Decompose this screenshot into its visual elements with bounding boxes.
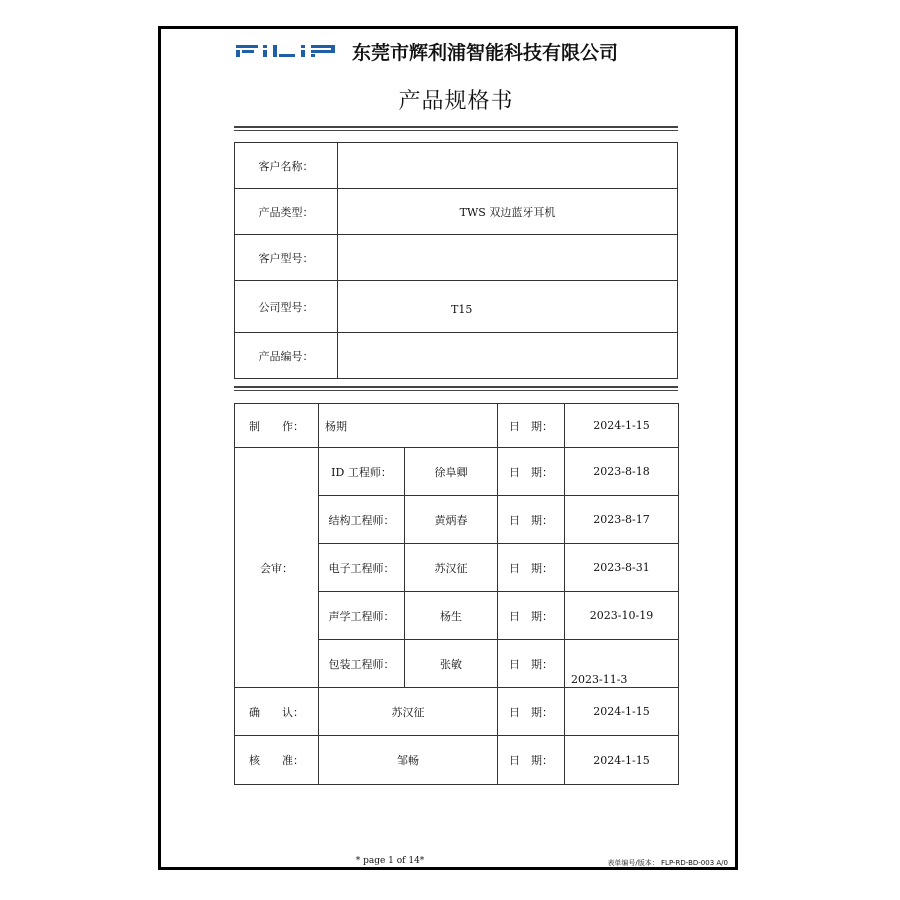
reviewer-name: 黄炳春 — [405, 496, 498, 544]
reviewer-role: 声学工程师： — [319, 592, 405, 640]
table-row — [235, 448, 679, 496]
form-code — [538, 858, 728, 868]
reviewer-name: 苏汉征 — [405, 544, 498, 592]
customer-name-value — [338, 143, 678, 189]
date-label: 日 期： — [498, 448, 565, 496]
customer-model-value — [338, 235, 678, 281]
customer-name-label: 客户名称： — [235, 143, 338, 189]
date-label: 日 期： — [498, 544, 565, 592]
page-number: * page 1 of 14* — [355, 856, 425, 866]
product-number-value — [338, 333, 678, 379]
table-row — [235, 333, 678, 379]
company-model-value: T15 — [338, 281, 678, 333]
reviewer-role: 结构工程师： — [319, 496, 405, 544]
document-header — [236, 38, 676, 64]
reviewer-role: 电子工程师： — [319, 544, 405, 592]
made-by-name: 杨期 — [319, 404, 498, 448]
date-label: 日 期： — [498, 496, 565, 544]
date-label: 日 期： — [498, 640, 565, 688]
approve-name: 邹畅 — [319, 736, 498, 785]
table-row — [235, 281, 678, 333]
form-code-value: FLP-RD-BD-003 A/0 — [661, 859, 728, 867]
filip-logo-icon — [236, 43, 342, 59]
table-row — [235, 143, 678, 189]
divider — [234, 126, 678, 131]
reviewer-role: 包装工程师： — [319, 640, 405, 688]
reviewer-date: 2023-10-19 — [565, 592, 679, 640]
date-label: 日 期： — [498, 736, 565, 785]
company-model-label: 公司型号： — [235, 281, 338, 333]
confirm-name: 苏汉征 — [319, 688, 498, 736]
table-row — [235, 189, 678, 235]
made-by-label: 制 作： — [235, 404, 319, 448]
date-label: 日 期： — [498, 404, 565, 448]
company-name: 东莞市辉利浦智能科技有限公司 — [352, 41, 619, 64]
reviewer-date: 2023-11-3 — [565, 640, 679, 688]
confirm-date: 2024-1-15 — [565, 688, 679, 736]
reviewer-name: 张敏 — [405, 640, 498, 688]
product-info-table — [234, 142, 678, 379]
customer-model-label: 客户型号： — [235, 235, 338, 281]
confirm-label: 确 认： — [235, 688, 319, 736]
reviewer-date: 2023-8-18 — [565, 448, 679, 496]
reviewer-role: ID 工程师： — [319, 448, 405, 496]
reviewer-name: 徐阜卿 — [405, 448, 498, 496]
approve-label: 核 准： — [235, 736, 319, 785]
form-code-label: 表单编号/版本： — [607, 859, 659, 867]
made-by-date: 2024-1-15 — [565, 404, 679, 448]
table-row — [235, 404, 679, 448]
divider — [234, 386, 678, 391]
table-row — [235, 688, 679, 736]
reviewer-date: 2023-8-31 — [565, 544, 679, 592]
reviewer-name: 杨生 — [405, 592, 498, 640]
approve-date: 2024-1-15 — [565, 736, 679, 785]
signoff-table — [234, 403, 679, 785]
date-label: 日 期： — [498, 592, 565, 640]
filip-logo — [236, 41, 342, 61]
table-row — [235, 736, 679, 785]
page-title: 产品规格书 — [398, 89, 514, 114]
table-row — [235, 235, 678, 281]
review-label: 会审： — [235, 448, 319, 688]
product-type-label: 产品类型： — [235, 189, 338, 235]
date-label: 日 期： — [498, 688, 565, 736]
product-type-value: TWS 双边蓝牙耳机 — [338, 189, 678, 235]
reviewer-date: 2023-8-17 — [565, 496, 679, 544]
product-number-label: 产品编号： — [235, 333, 338, 379]
